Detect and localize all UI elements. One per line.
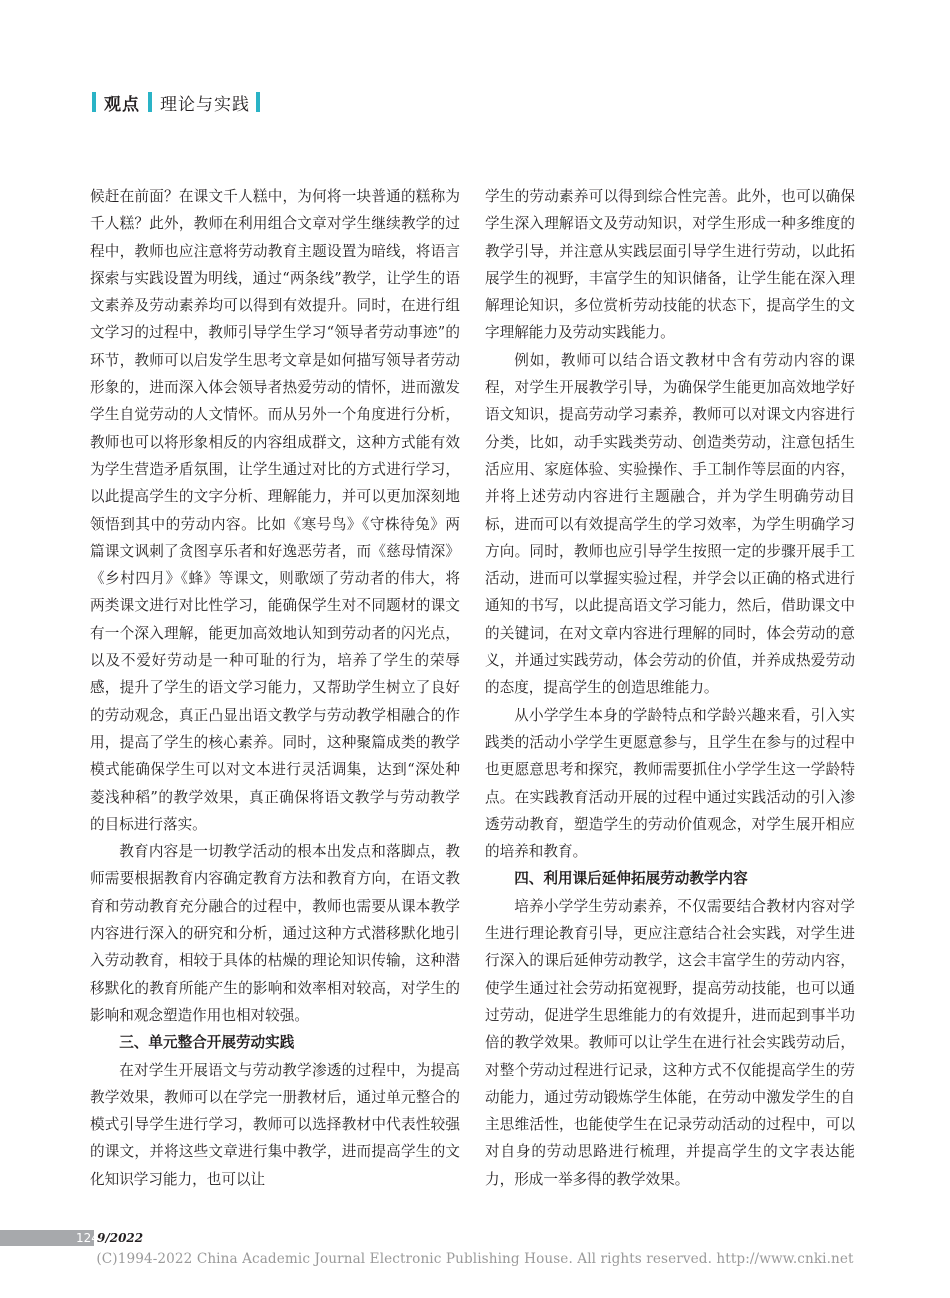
paragraph: 例如，教师可以结合语文教材中含有劳动内容的课程，对学生开展教学引导，为确保学生能更加高效地学好语文知识，提高劳动学习素养，教师可以对课文内容进行分类，比如，动手实践类劳动、创造类劳动，注意包括生活应用、家庭体验、实验操作、手工制作等层面的内容，并将上述劳动内容进行主题融合，并为学生明确劳动目标，进而可以有效提高学生的学习效率，为学生明确学习方向。同时，教师也应引导学生按照一定的步骤开展手工活动，进而可以掌握实验过程，并学会以正确的格式进行通知的书写，以此提高语文学习能力，然后，借助课文中的关键词，在对文章内容进行理解的同时，体会劳动的意义，并通过实践劳动，体会劳动的价值，并养成热爱劳动的态度，提高学生的创造思维能力。 bbox=[485, 351, 855, 697]
copyright-notice: (C)1994-2022 China Academic Journal Electronic Publishing House. All rights reserved. http://www.cnki.net bbox=[96, 1251, 854, 1267]
header-accent-bar bbox=[256, 92, 260, 112]
header-subtitle: 理论与实践 bbox=[160, 94, 250, 115]
section-heading: 四、利用课后延伸拓展劳动教学内容 bbox=[514, 870, 748, 888]
paragraph: 在对学生开展语文与劳动教学渗透的过程中，为提高教学效果，教师可以在学完一册教材后，通过单元整合的模式引导学生进行学习，教师可以选择教材中代表性较强的课文，并将这些文章进行集中教学，进而提高学生的文化知识学习能力，也可以让 bbox=[90, 1061, 460, 1188]
paragraph: 候赶在前面？在课文千人糕中，为何将一块普通的糕称为千人糕？此外，教师在利用组合文章对学生继续教学的过程中，教师也应注意将劳动教育主题设置为暗线，将语言探索与实践设置为明线，通过“两条线”教学，让学生的语文素养及劳动素养均可以得到有效提升。同时，在进行组文学习的过程中，教师引导学生学习“领导者劳动事迹”的环节，教师可以启发学生思考文章是如何描写领导者劳动形象的，进而深入体会领导者热爱劳动的情怀，进而激发学生自觉劳动的人文情怀。而从另外一个角度进行分析，教师也可以将形象相反的内容组成群文，这种方式能有效为学生营造矛盾氛围，让学生通过对比的方式进行学习，以此提高学生的文字分析、理解能力，并可以更加深刻地领悟到其中的劳动内容。比如《寒号鸟》《守株待兔》两篇课文讽刺了贪图享乐者和好逸恶劳者，而《慈母情深》《乡村四月》《蜂》等课文，则歌颂了劳动者的伟大，将两类课文进行对比性学习，能确保学生对不同题材的课文有一个深入理解，能更加高效地认知到劳动者的闪光点，以及不爱好劳动是一种可耻的行为，培养了学生的荣辱感，提升了学生的语文学习能力，又帮助学生树立了良好的劳动观念，真正凸显出语文教学与劳动教学相融合的作用，提高了学生的核心素养。同时，这种聚篇成类的教学模式能确保学生可以对文本进行灵活调集，达到“深处种菱浅种稻”的教学效果，真正确保将语文教学与劳动教学的目标进行落实。 bbox=[90, 188, 460, 833]
left-column bbox=[90, 183, 460, 1193]
header-accent-bar bbox=[148, 92, 152, 112]
running-header bbox=[92, 91, 260, 113]
issue-number: 9/2022 bbox=[97, 1231, 144, 1245]
page-number: 124 bbox=[76, 1231, 99, 1245]
paragraph: 学生的劳动素养可以得到综合性完善。此外，也可以确保学生深入理解语文及劳动知识，对学生形成一种多维度的教学引导，并注意从实践层面引导学生进行劳动，以此拓展学生的视野，丰富学生的知识储备，让学生能在深入理解理论知识，多位赏析劳动技能的状态下，提高学生的文字理解能力及劳动实践能力。 bbox=[485, 188, 855, 342]
paragraph: 教育内容是一切教学活动的根本出发点和落脚点，教师需要根据教育内容确定教育方法和教育方向，在语文教育和劳动教育充分融合的过程中，教师也需要从课本教学内容进行深入的研究和分析，通过这种方式潜移默化地引入劳动教育，相较于具体的枯燥的理论知识传输，这种潜移默化的教育所能产生的影响和效率相对较高，对学生的影响和观念塑造作用也相对较强。 bbox=[90, 843, 460, 1024]
header-accent-bar bbox=[92, 92, 96, 112]
header-section: 观点 bbox=[104, 94, 140, 115]
paragraph: 从小学学生本身的学龄特点和学龄兴趣来看，引入实践类的活动小学学生更愿意参与，且学生在参与的过程中也更愿意思考和探究，教师需要抓住小学学生这一学龄特点。在实践教育活动开展的过程中通过实践活动的引入渗透劳动教育，塑造学生的劳动价值观念，对学生展开相应的培养和教育。 bbox=[485, 706, 855, 861]
section-heading: 三、单元整合开展劳动实践 bbox=[119, 1034, 295, 1052]
paragraph: 培养小学学生劳动素养，不仅需要结合教材内容对学生进行理论教育引导，更应注意结合社会实践，对学生进行深入的课后延伸劳动教学，这会丰富学生的劳动内容，使学生通过社会劳动拓宽视野，提高劳动技能，也可以通过劳动，促进学生思维能力的有效提升，进而起到事半功倍的教学效果。教师可以让学生在进行社会实践劳动后，对整个劳动过程进行记录，这种方式不仅能提高学生的劳动能力，通过劳动锻炼学生体能，在劳动中激发学生的自主思维活性，也能使学生在记录劳动活动的过程中，可以对自身的劳动思路进行梳理，并提高学生的文字表达能力，形成一举多得的教学效果。 bbox=[485, 897, 855, 1188]
right-column bbox=[485, 183, 855, 1193]
